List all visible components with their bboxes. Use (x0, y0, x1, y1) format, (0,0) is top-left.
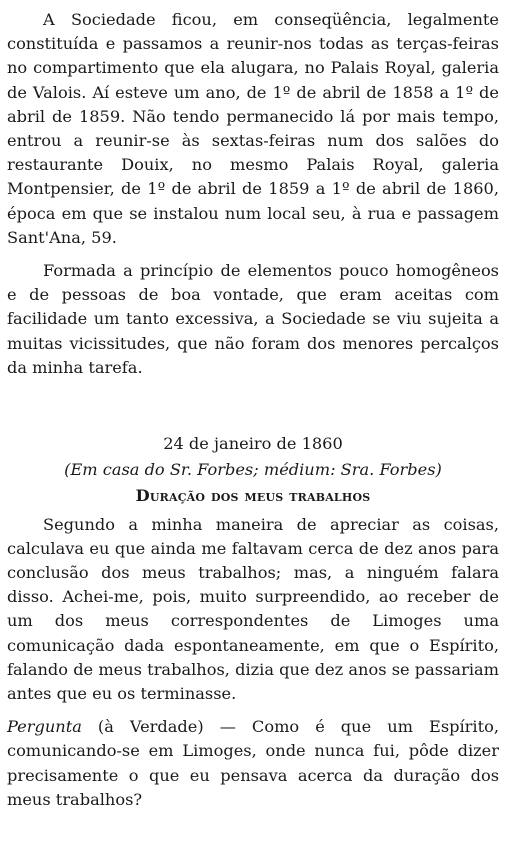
section-title: Duração dos meus trabalhos (135, 486, 371, 506)
paragraph-society-meetings: A Sociedade ficou, em conseqüência, legalmente constituída e passamos a reunir-nos todas as terças-feiras no compartimento que ela alugara, no Palais Royal, galeria de Valois. Aí esteve um ano, de 1º de abril de 1858 a 1º de abril de 1859. Não tendo permanecido lá por mais tempo, entrou a reunir-se às sextas-feiras num dos salões do restaurante Douix, no mesmo Palais Royal, galeria Montpensier, de 1º de abril de 1859 a 1º de abril de 1860, época em que se instalou num local seu, à rua e passagem Sant'Ana, 59. (7, 10, 499, 247)
paragraph-work-duration: Segundo a minha maneira de apreciar as coisas, calculava eu que ainda me faltavam cerca de dez anos para conclusão dos meus trabalhos; mas, a ninguém falara disso. Achei-me, pois, muito surpreendido, ao receber de um dos meus correspondentes de Limoges uma comunicação dada espontaneamente, em que o Espírito, falando de meus trabalhos, dizia que dez anos se passariam antes que eu os terminasse. (7, 514, 499, 704)
question-paragraph (7, 715, 499, 812)
question-label: Pergunta (7, 717, 82, 737)
session-date: 24 de janeiro de 1860 (163, 434, 343, 454)
session-medium: (Em casa do Sr. Forbes; médium: Sra. Forbes) (64, 460, 442, 480)
paragraph-society-members: Formada a princípio de elementos pouco homogêneos e de pessoas de boa vontade, que eram aceitas com facilidade um tanto excessiva, a Sociedade se viu sujeita a muitas vicissitudes, que não foram dos menores percalços da minha tarefa. (7, 261, 499, 377)
question-text: (à Verdade) — Como é que um Espírito, comunicando-se em Limoges, onde nunca fui, pôde dizer precisamente o que eu pensava acerca da duração dos meus trabalhos? (7, 717, 499, 809)
